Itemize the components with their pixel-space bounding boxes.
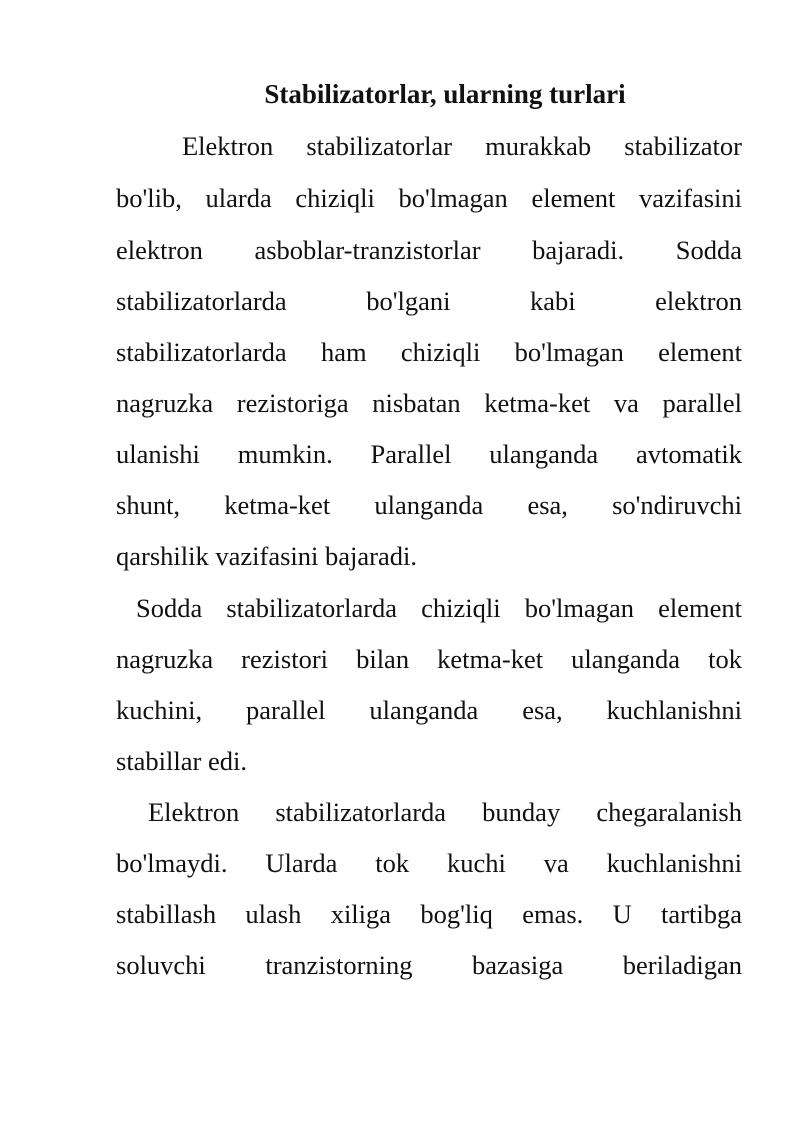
paragraph-3-line-2: bo'lmaydi. Ularda tok kuchi va kuchlanishni — [116, 848, 742, 878]
page-title: Stabilizatorlar, ularning turlari — [264, 79, 626, 109]
paragraph-1-line-9: qarshilik vazifasini bajaradi. — [116, 541, 417, 571]
paragraph-1-line-2: bo'lib, ularda chiziqli bo'lmagan element vazifasini — [116, 183, 742, 213]
paragraph-1-line-3: elektron asboblar-tranzistorlar bajaradi. Sodda — [116, 235, 742, 265]
paragraph-1-line-8: shunt, ketma-ket ulanganda esa, so'ndiruvchi — [116, 490, 742, 520]
paragraph-1-line-1: Elektron stabilizatorlar murakkab stabilizator — [182, 131, 742, 161]
paragraph-2-line-2: nagruzka rezistori bilan ketma-ket ulanganda tok — [116, 644, 742, 674]
paragraph-2-line-1: Sodda stabilizatorlarda chiziqli bo'lmagan element — [136, 593, 742, 623]
paragraph-2-line-4: stabillar edi. — [116, 746, 247, 776]
paragraph-3-line-4: soluvchi tranzistorning bazasiga beriladigan — [116, 950, 742, 980]
paragraph-1-line-5: stabilizatorlarda ham chiziqli bo'lmagan element — [116, 337, 742, 367]
paragraph-1-line-4: stabilizatorlarda bo'lgani kabi elektron — [116, 286, 742, 316]
paragraph-3-line-1: Elektron stabilizatorlarda bunday chegaralanish — [148, 797, 742, 827]
paragraph-2-line-3: kuchini, parallel ulanganda esa, kuchlanishni — [116, 695, 742, 725]
paragraph-1-line-6: nagruzka rezistoriga nisbatan ketma-ket va parallel — [116, 388, 742, 418]
paragraph-1-line-7: ulanishi mumkin. Parallel ulanganda avtomatik — [116, 439, 742, 469]
paragraph-3-line-3: stabillash ulash xiliga bog'liq emas. U tartibga — [116, 899, 742, 929]
